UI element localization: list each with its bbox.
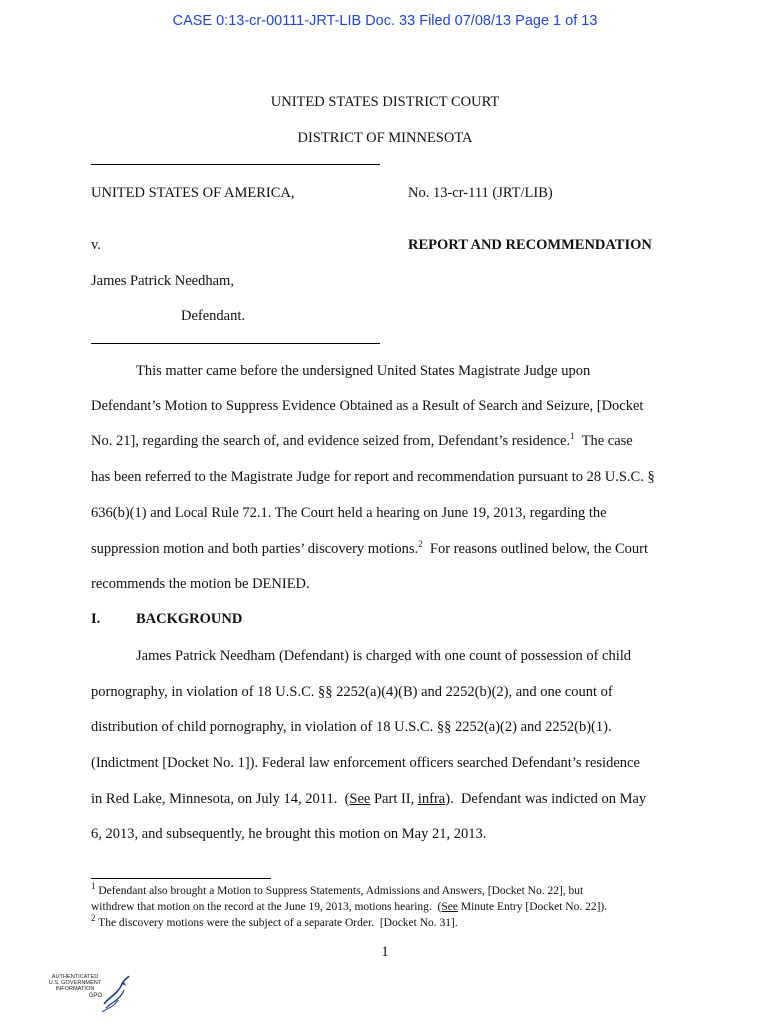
see-signal: See	[349, 791, 371, 807]
body-text: The case	[574, 433, 633, 449]
footnote-ref-1[interactable]: 1	[570, 431, 575, 442]
body-line: pornography, in violation of 18 U.S.C. §§ 2252(a)(4)(B) and 2252(b)(2), and one count of	[91, 684, 613, 700]
caption-top-rule	[91, 164, 380, 165]
footnote-1-cont	[91, 901, 607, 913]
seal-mark: GPO	[88, 992, 102, 999]
infra-signal: infra	[417, 791, 446, 807]
body-line: Defendant’s Motion to Suppress Evidence Obtained as a Result of Search and Seizure, [Docket	[91, 398, 644, 414]
case-header-stamp: CASE 0:13-cr-00111-JRT-LIB Doc. 33 Filed 07/08/13 Page 1 of 13	[172, 13, 598, 29]
body-text: ). Defendant was indicted on May	[445, 791, 647, 807]
body-text: No. 21], regarding the search of, and evidence seized from, Defendant’s residence.	[91, 433, 571, 449]
gpo-authentication-seal	[44, 974, 130, 1014]
body-line	[91, 541, 648, 558]
body-line	[91, 433, 633, 450]
footnote-text: Defendant also brought a Motion to Suppress Statements, Admissions and Answers, [Docket No. 22], but	[95, 885, 584, 897]
section-number: I.	[91, 611, 101, 627]
section-title: BACKGROUND	[136, 611, 243, 627]
court-district: DISTRICT OF MINNESOTA	[297, 130, 473, 146]
page-number: 1	[381, 944, 389, 960]
footnote-ref-2[interactable]: 2	[418, 539, 423, 550]
document-title: REPORT AND RECOMMENDATION	[408, 237, 652, 253]
seal-line: AUTHENTICATED	[51, 974, 99, 980]
plaintiff-name: UNITED STATES OF AMERICA,	[91, 185, 295, 201]
body-text: in Red Lake, Minnesota, on July 14, 2011. (	[91, 791, 350, 807]
body-line: James Patrick Needham (Defendant) is charged with one count of possession of child	[136, 648, 632, 664]
body-line: 636(b)(1) and Local Rule 72.1. The Court held a hearing on June 19, 2013, regarding the	[91, 505, 607, 521]
court-name: UNITED STATES DISTRICT COURT	[270, 94, 500, 110]
versus-label: v.	[91, 237, 101, 253]
body-line: distribution of child pornography, in violation of 18 U.S.C. §§ 2252(a)(2) and 2252(b)(1).	[91, 719, 612, 735]
seal-line: U.S. GOVERNMENT	[48, 980, 102, 987]
case-number: No. 13-cr-111 (JRT/LIB)	[408, 185, 553, 201]
body-text: For reasons outlined below, the Court	[422, 541, 649, 557]
footnote-1	[91, 881, 584, 897]
footnote-text: Minute Entry [Docket No. 22]).	[457, 901, 608, 913]
see-signal: See	[441, 901, 458, 913]
footnote-2	[91, 913, 458, 929]
defendant-role: Defendant.	[181, 308, 246, 324]
defendant-name: James Patrick Needham,	[91, 273, 234, 289]
body-line: recommends the motion be DENIED.	[91, 576, 310, 592]
footnote-marker: 2	[91, 913, 96, 924]
footnote-text: The discovery motions were the subject of a separate Order. [Docket No. 31].	[95, 917, 458, 929]
seal-line: INFORMATION	[55, 986, 95, 993]
body-text: Part II,	[370, 791, 418, 807]
body-line: has been referred to the Magistrate Judge for report and recommendation pursuant to 28 U.S.C. §	[91, 469, 655, 485]
footnote-text: withdrew that motion on the record at the June 19, 2013, motions hearing. (	[91, 901, 442, 913]
body-line	[91, 791, 646, 808]
eagle-icon	[100, 974, 130, 1014]
body-line: 6, 2013, and subsequently, he brought this motion on May 21, 2013.	[91, 826, 487, 842]
body-text: suppression motion and both parties’ discovery motions.	[91, 541, 419, 557]
seal-text	[44, 974, 106, 999]
footnote-marker: 1	[91, 881, 96, 892]
caption-bottom-rule	[91, 343, 380, 344]
footnote-separator	[91, 878, 271, 879]
body-line: This matter came before the undersigned United States Magistrate Judge upon	[136, 363, 591, 379]
body-line: (Indictment [Docket No. 1]). Federal law enforcement officers searched Defendant’s residence	[91, 755, 640, 771]
